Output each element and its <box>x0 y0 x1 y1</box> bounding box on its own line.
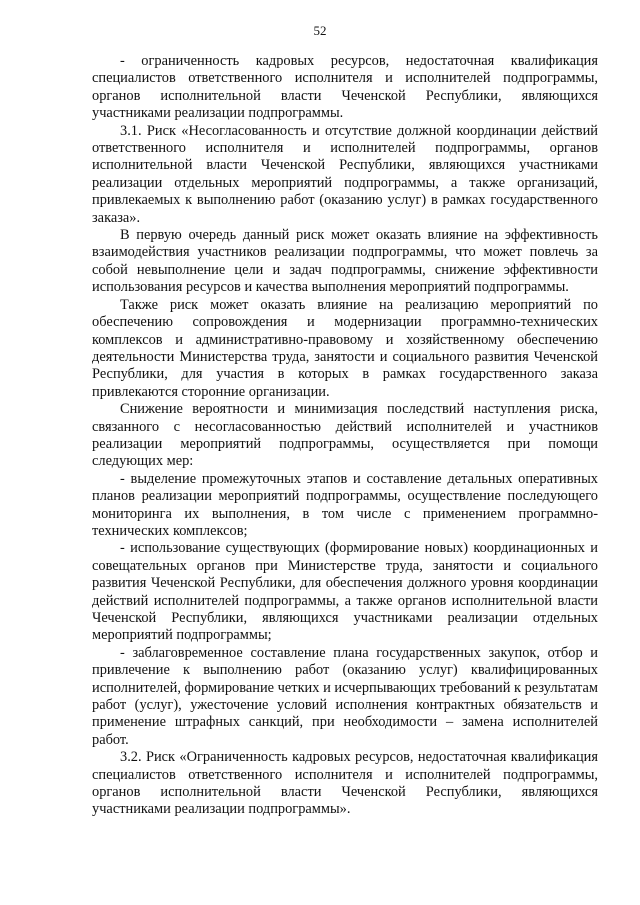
paragraph-risk-3-1-mitigation-intro: Снижение вероятности и минимизация последствий наступления риска, связанного с несогласованностью действий исполнителей и участников реализации мероприятий подпрограммы, осуществляется при помощи следующих мер: <box>92 401 598 470</box>
paragraph-risk-3-1-heading: 3.1. Риск «Несогласованность и отсутствие должной координации действий ответственного исполнителя и исполнителей подпрограммы, органов исполнительной власти Чеченской Республики, являющихся участниками реализации отдельных мероприятий подпрограммы, а также организаций, привлекаемых к выполнению работ (оказанию услуг) в рамках государственного заказа». <box>92 122 598 226</box>
document-body <box>92 53 598 819</box>
paragraph-measure-procurement: - заблаговременное составление плана государственных закупок, отбор и привлечение к выполнению работ (оказанию услуг) квалифицированных исполнителей, формирование четких и исчерпывающих требований к результатам работ (услуг), ужесточение условий исполнения контрактных обязательств и применение штрафных санкций, при необходимости – замена исполнителей работ. <box>92 644 598 748</box>
paragraph-measure-coordination-bodies: - использование существующих (формирование новых) координационных и совещательных органов при Министерстве труда, занятости и социального развития Чеченской Республики, для обеспечения должного уровня координации действий исполнителей подпрограммы, а также органов исполнительной власти Чеченской Республики, являющихся участниками реализации отдельных мероприятий подпрограммы; <box>92 540 598 644</box>
paragraph-risk-3-1-impact: В первую очередь данный риск может оказать влияние на эффективность взаимодействия участников реализации подпрограммы, что может повлечь за собой невыполнение цели и задач подпрограммы, снижение эффективности использования ресурсов и качества выполнения мероприятий подпрограммы. <box>92 227 598 296</box>
paragraph-risk-factor-staff: - ограниченность кадровых ресурсов, недостаточная квалификация специалистов ответственного исполнителя и исполнителей подпрограммы, органов исполнительной власти Чеченской Республики, являющихся участниками реализации подпрограммы. <box>92 53 598 122</box>
paragraph-measure-planning: - выделение промежуточных этапов и составление детальных оперативных планов реализации мероприятий подпрограммы, осуществление последующего мониторинга их выполнения, в том числе с применением программно-технических комплексов; <box>92 470 598 539</box>
paragraph-risk-3-1-impact-contractors: Также риск может оказать влияние на реализацию мероприятий по обеспечению сопровождения и модернизации программно-технических комплексов и административно-правовому и хозяйственному обеспечению деятельности Министерства труда, занятости и социального развития Чеченской Республики, для участия в которых в рамках государственного заказа привлекаются сторонние организации. <box>92 296 598 400</box>
page-number: 52 <box>313 23 327 38</box>
paragraph-risk-3-2-heading: 3.2. Риск «Ограниченность кадровых ресурсов, недостаточная квалификация специалистов ответственного исполнителя и исполнителей подпрограммы, органов исполнительной власти Чеченской Республики, являющихся участниками реализации подпрограммы». <box>92 749 598 818</box>
